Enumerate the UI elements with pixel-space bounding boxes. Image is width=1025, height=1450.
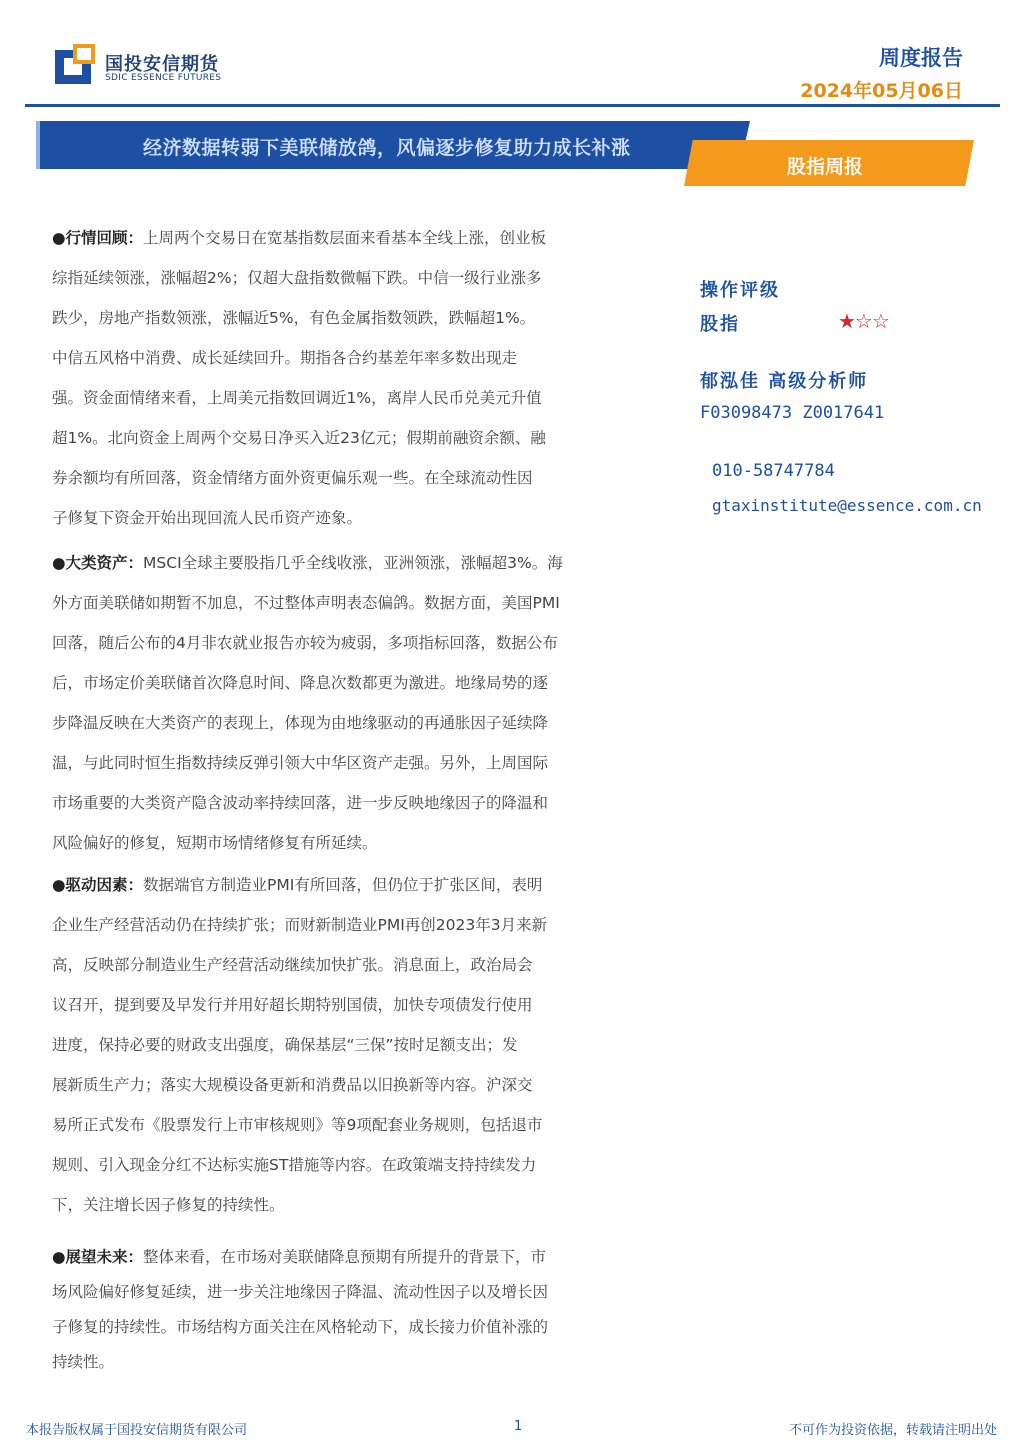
- text-line: 券余额均有所回落，资金情绪方面外资更偏乐观一些。在全球流动性因: [52, 469, 533, 487]
- section-drivers: [52, 865, 627, 1225]
- text-line: 综指延续领涨，涨幅超2%；仅超大盘指数微幅下跌。中信一级行业涨多: [52, 269, 542, 287]
- rating-heading: 操作评级: [700, 280, 780, 301]
- section-outlook: [52, 1240, 627, 1380]
- footer-disclaimer: 不可作为投资依据，转载请注明出处: [788, 1423, 997, 1438]
- text-line: 整体来看，在市场对美联储降息预期有所提升的背景下，市: [143, 1248, 547, 1266]
- text-line: 议召开，提到要及早发行并用好超长期特别国债，加快专项债发行使用: [52, 996, 533, 1014]
- text-line: 高，反映部分制造业生产经营活动继续加快扩张。消息面上，政治局会: [52, 956, 533, 974]
- text-line: 强。资金面情绪来看，上周美元指数回调近1%，离岸人民币兑美元升值: [52, 389, 542, 407]
- section-label: ●行情回顾：: [52, 229, 144, 247]
- brand-name-cn: 国投安信期货: [105, 54, 219, 75]
- report-category: 股指周报: [787, 156, 864, 178]
- analyst-name: 郁泓佳 高级分析师: [700, 371, 869, 392]
- section-market-review: [52, 218, 627, 538]
- section-label: ●展望未来：: [52, 1248, 144, 1266]
- section-label: ●大类资产：: [52, 554, 144, 572]
- header-divider: [25, 104, 1000, 107]
- text-line: 企业生产经营活动仍在持续扩张；而财新制造业PMI再创2023年3月来新: [52, 916, 548, 934]
- page-number: 1: [514, 1419, 523, 1434]
- contact-email[interactable]: gtaxinstitute@essence.com.cn: [712, 496, 982, 515]
- section-label: ●驱动因素：: [52, 876, 144, 894]
- report-title: 经济数据转弱下美联储放鸽，风偏逐步修复助力成长补涨: [143, 137, 631, 159]
- text-line: 外方面美联储如期暂不加息，不过整体声明表态偏鸽。数据方面，美国PMI: [52, 594, 560, 612]
- text-line: 进度，保持必要的财政支出强度，确保基层“三保”按时足额支出；发: [52, 1036, 518, 1054]
- text-line: 展新质生产力；落实大规模设备更新和消费品以旧换新等内容。沪深交: [52, 1076, 533, 1094]
- report-type: 周度报告: [879, 46, 963, 70]
- text-line: 子修复下资金开始出现回流人民币资产迹象。: [52, 509, 363, 527]
- text-line: 中信五风格中消费、成长延续回升。期指各合约基差年率多数出现走: [52, 349, 518, 367]
- text-line: 风险偏好的修复，短期市场情绪修复有所延续。: [52, 834, 378, 852]
- section-asset-classes: [52, 543, 627, 863]
- text-line: 温，与此同时恒生指数持续反弹引领大中华区资产走强。另外，上周国际: [52, 754, 549, 772]
- text-line: 下，关注增长因子修复的持续性。: [52, 1196, 285, 1214]
- brand-name-en: SDIC ESSENCE FUTURES: [105, 73, 222, 83]
- text-line: 持续性。: [52, 1353, 115, 1371]
- text-line: MSCI全球主要股指几乎全线收涨，亚洲领涨，涨幅超3%。海: [143, 554, 563, 572]
- footer-copyright: 本报告版权属于国投安信期货有限公司: [26, 1423, 248, 1438]
- text-line: 市场重要的大类资产隐含波动率持续回落，进一步反映地缘因子的降温和: [52, 794, 549, 812]
- text-line: 超1%。北向资金上周两个交易日净买入近23亿元；假期前融资余额、融: [52, 429, 546, 447]
- contact-phone: 010-58747784: [712, 461, 835, 481]
- text-line: 后，市场定价美联储首次降息时间、降息次数都更为激进。地缘局势的逐: [52, 674, 549, 692]
- text-line: 上周两个交易日在宽基指数层面来看基本全线上涨，创业板: [143, 229, 547, 247]
- text-line: 跌少，房地产指数领涨，涨幅近5%，有色金属指数领跌，跌幅超1%。: [52, 309, 536, 327]
- rating-item: 股指: [700, 314, 740, 335]
- text-line: 规则、引入现金分红不达标实施ST措施等内容。在政策端支持持续发力: [52, 1156, 537, 1174]
- title-banner-edge: [36, 121, 40, 169]
- text-line: 回落，随后公布的4月非农就业报告亦较为疲弱，多项指标回落，数据公布: [52, 634, 558, 652]
- text-line: 场风险偏好修复延续，进一步关注地缘因子降温、流动性因子以及增长因: [52, 1283, 549, 1301]
- text-line: 易所正式发布《股票发行上市审核规则》等9项配套业务规则，包括退市: [52, 1116, 543, 1134]
- text-line: 子修复的持续性。市场结构方面关注在风格轮动下，成长接力价值补涨的: [52, 1318, 549, 1336]
- text-line: 步降温反映在大类资产的表现上，体现为由地缘驱动的再通胀因子延续降: [52, 714, 549, 732]
- report-date: 2024年05月06日: [800, 80, 963, 102]
- company-logo: [55, 44, 99, 84]
- rating-stars: ★☆☆: [838, 309, 889, 333]
- text-line: 数据端官方制造业PMI有所回落，但仍位于扩张区间，表明: [143, 876, 543, 894]
- analyst-license: F03098473 Z0017641: [700, 403, 885, 423]
